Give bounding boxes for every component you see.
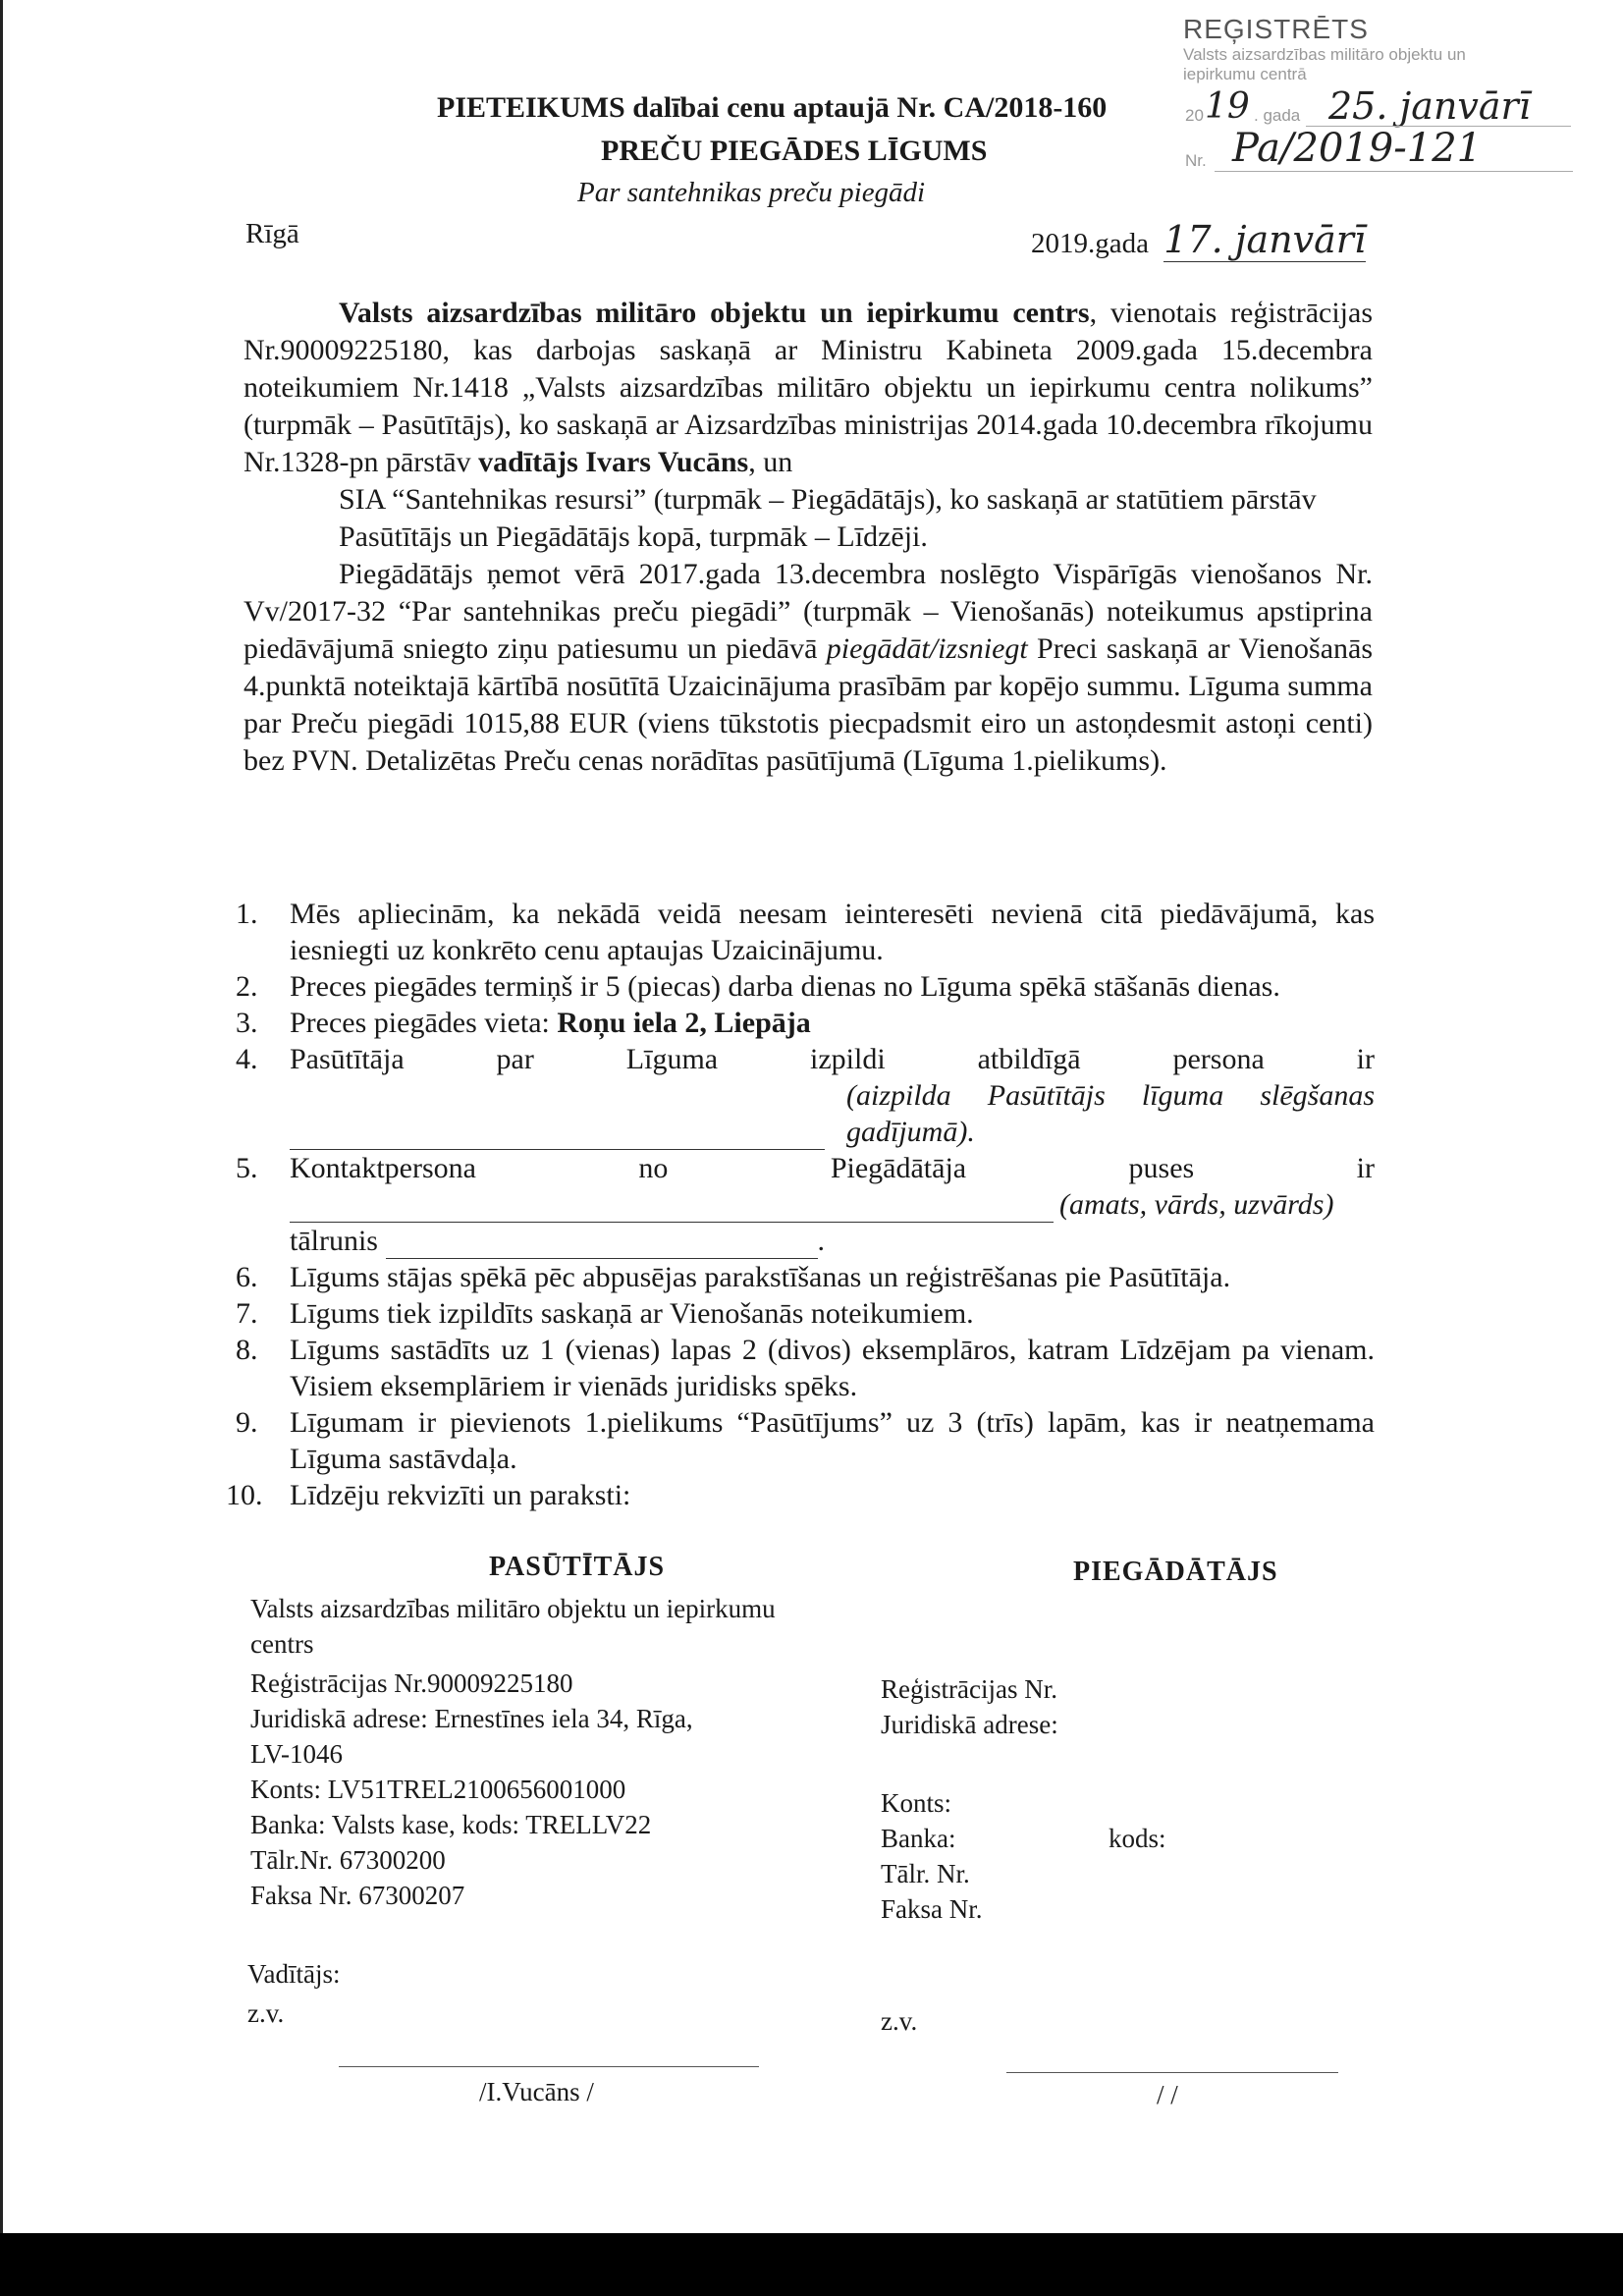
stamp-nr-handwritten: Pa/2019-121: [1232, 126, 1483, 171]
paragraph-text: , vienotais reģistrācijas Nr.90009225180, kas darbojas saskaņā ar Ministru Kabineta 2009.gada 15.decembra noteikumiem Nr.1418 „Valsts aizsardzības militāro objektu un iepirkumu centra nolikums” (turpmāk – Pasūtītājs), ko saskaņā ar Aizsardzības ministrijas 2014.gada 10.decembra rīkojumu Nr.1328-pn pārstāv: [243, 297, 1373, 478]
responsible-person-row: [290, 1077, 1375, 1150]
list-text: Līgums stājas spēkā pēc abpusējas parakstīšanas un reģistrēšanas pie Pasūtītāja.: [290, 1261, 1231, 1293]
list-text: Mēs apliecinām, ka nekādā veidā neesam ieinteresēti nevienā citā piedāvājumā, kas iesniegti uz konkrēto cenu aptaujas Uzaicinājumu.: [290, 898, 1375, 966]
phone-row: tālrunis .: [290, 1225, 825, 1257]
customer-name-bold: Valsts aizsardzības militāro objektu un iepirkumu centrs: [339, 297, 1090, 329]
customer-fax: Faksa Nr. 67300207: [250, 1881, 465, 1910]
supplier-reg-number: Reģistrācijas Nr.: [881, 1674, 1057, 1704]
supplier-account: Konts:: [881, 1788, 952, 1818]
list-number: 10.: [226, 1479, 263, 1511]
customer-address-line-1: Juridiskā adrese: Ernestīnes iela 34, Rīga,: [250, 1704, 693, 1733]
customer-name-line-1: Valsts aizsardzības militāro objektu un iepirkumu: [250, 1594, 776, 1623]
paragraph-text: Piegādātājs ņemot vērā 2017.gada 13.decembra noslēgto Vispārīgās vienošanos Nr. Vv/2017-32 “Par santehnikas preču piegādi” (turpmāk – Vienošanās) noteikumus apstiprina piedāvājumā sniegto ziņu patiesumu un piedāvā: [243, 558, 1373, 665]
document-title: PIETEIKUMS dalībai cenu aptaujā Nr. CA/2018-160: [437, 91, 1108, 124]
list-text: Pasūtītāja par Līguma izpildi atbildīgā persona ir: [290, 1043, 1375, 1075]
list-text: Preces piegādes vieta:: [290, 1007, 558, 1039]
stamp-title: REĢISTRĒTS: [1183, 14, 1369, 44]
responsible-person-hint: (aizpilda Pasūtītājs līguma slēgšanas gadījumā).: [846, 1079, 1375, 1148]
city: Rīgā: [245, 218, 299, 249]
list-item: [236, 1041, 1375, 1150]
list-text: Līdzēju rekvizīti un paraksti:: [290, 1479, 631, 1511]
customer-column-title: PASŪTĪTĀJS: [489, 1552, 666, 1582]
customer-bank: Banka: Valsts kase, kods: TRELLV22: [250, 1810, 652, 1839]
stamp-line-1: Valsts aizsardzības militāro objektu un: [1183, 45, 1466, 64]
supplier-address: Juridiskā adrese:: [881, 1710, 1058, 1739]
paragraph-parties-together: Pasūtītājs un Piegādātājs kopā, turpmāk – Līdzēji.: [339, 520, 928, 553]
paragraph-parties-supplier: SIA “Santehnikas resursi” (turpmāk – Piegādātājs), ko saskaņā ar statūtiem pārstāv: [339, 483, 1317, 516]
customer-signer: /I.Vucāns /: [479, 2077, 594, 2106]
list-number: 4.: [236, 1043, 258, 1075]
list-number: 6.: [236, 1261, 258, 1293]
customer-name-line-2: centrs: [250, 1629, 314, 1659]
stamp-line-2: iepirkumu centrā: [1183, 65, 1307, 83]
list-item: [236, 968, 1375, 1005]
paragraph-text: , un: [748, 446, 793, 478]
list-number: 9.: [236, 1406, 258, 1439]
supplier-seal-label: z.v.: [881, 2006, 918, 2036]
stamp-year-prefix: 20: [1185, 106, 1204, 125]
list-item: [236, 1005, 1375, 1041]
contact-person-hint: (amats, vārds, uzvārds): [1059, 1188, 1334, 1221]
stamp-nr-label: Nr.: [1185, 151, 1207, 170]
paragraph-italic: piegādāt/izsniegt: [826, 632, 1028, 665]
supplier-signer: / /: [1157, 2080, 1178, 2109]
contract-subtitle: Par santehnikas preču piegādi: [577, 177, 926, 208]
list-number: 8.: [236, 1334, 258, 1366]
supplier-requisites: [881, 1671, 1332, 1927]
paragraph-parties-customer: [243, 295, 1373, 481]
contact-person-blank[interactable]: [290, 1192, 1054, 1223]
stamp-year-handwritten: 19: [1205, 86, 1250, 127]
supplier-bank-code: kods:: [1109, 1824, 1166, 1853]
customer-account: Konts: LV51TREL2100656001000: [250, 1775, 626, 1804]
list-number: 2.: [236, 970, 258, 1003]
stamp-gada-label: . gada: [1254, 106, 1301, 125]
contract-body: [243, 295, 1373, 780]
phone-label: tālrunis: [290, 1225, 378, 1257]
list-item: [236, 1332, 1375, 1404]
contract-title: PREČU PIEGĀDES LĪGUMS: [601, 135, 988, 167]
customer-address-line-2: LV-1046: [250, 1739, 344, 1769]
list-text: Kontaktpersona no Piegādātāja puses ir: [290, 1152, 1375, 1184]
list-text: Preces piegādes termiņš ir 5 (piecas) darba dienas no Līguma spēkā stāšanās dienas.: [290, 970, 1280, 1003]
list-item: [236, 1150, 1375, 1259]
list-item: [236, 896, 1375, 968]
paragraph-text: Preci saskaņā ar Vienošanās 4.punktā noteiktajā kārtībā nosūtītā Uzaicinājuma prasībām par kopējo summu. Līguma summa par Preču piegādi 1015,88 EUR (viens tūkstotis piecpadsmit eiro un astoņdesmit astoņi centi) bez PVN. Detalizētas Preču cenas norādītas pasūtījumā (Līguma 1.pielikums).: [243, 632, 1373, 777]
stamp-nr-underline: [1215, 171, 1573, 172]
date-handwritten: 17. janvārī: [1163, 218, 1367, 261]
scan-bottom-border: [0, 2233, 1623, 2296]
list-number: 7.: [236, 1297, 258, 1330]
stamp-date-handwritten: 25. janvārī: [1328, 84, 1531, 128]
contract-date: [1031, 218, 1366, 261]
customer-reg-number: Reģistrācijas Nr.90009225180: [250, 1668, 573, 1698]
stamp-nr-row: [1183, 126, 1576, 177]
contract-terms-list: [226, 896, 1375, 1513]
supplier-bank: Banka:: [881, 1824, 956, 1853]
list-item: [226, 1477, 1375, 1513]
supplier-column-title: PIEGĀDĀTĀJS: [1073, 1557, 1278, 1587]
supplier-bank-row: [881, 1821, 1332, 1856]
list-number: 3.: [236, 1007, 258, 1039]
registration-stamp: [1183, 14, 1576, 177]
supplier-phone: Tālr. Nr.: [881, 1859, 970, 1888]
supplier-fax: Faksa Nr.: [881, 1894, 983, 1924]
list-item: [236, 1259, 1375, 1295]
list-text: Līgums sastādīts uz 1 (vienas) lapas 2 (divos) eksemplāros, katram Līdzējam pa vienam. Visiem eksemplāriem ir vienāds juridisks spēks.: [290, 1334, 1375, 1402]
customer-requisites: [250, 1591, 879, 1913]
list-number: 5.: [236, 1152, 258, 1184]
customer-phone: Tālr.Nr. 67300200: [250, 1845, 446, 1875]
delivery-address: Roņu iela 2, Liepāja: [557, 1007, 811, 1039]
list-item: [236, 1404, 1375, 1477]
customer-seal-label: z.v.: [247, 1998, 285, 2028]
supplier-signature-line[interactable]: [1006, 2072, 1338, 2073]
customer-signature-line[interactable]: [339, 2066, 759, 2067]
list-text: Līgumam ir pievienots 1.pielikums “Pasūtījums” uz 3 (trīs) lapām, kas ir neatņemama Līguma sastāvdaļa.: [290, 1406, 1375, 1475]
phone-blank[interactable]: [386, 1229, 818, 1259]
contact-person-row: [290, 1186, 1375, 1223]
paragraph-offer: [243, 556, 1373, 780]
list-item: [236, 1295, 1375, 1332]
date-prefix: 2019.gada: [1031, 228, 1149, 259]
list-number: 1.: [236, 898, 258, 930]
list-text: Līgums tiek izpildīts saskaņā ar Vienošanās noteikumiem.: [290, 1297, 974, 1330]
scan-left-edge: [0, 0, 3, 2233]
responsible-person-blank[interactable]: [290, 1120, 825, 1150]
customer-head-label: Vadītājs:: [247, 1959, 341, 1989]
head-name-bold: vadītājs Ivars Vucāns: [478, 446, 749, 478]
